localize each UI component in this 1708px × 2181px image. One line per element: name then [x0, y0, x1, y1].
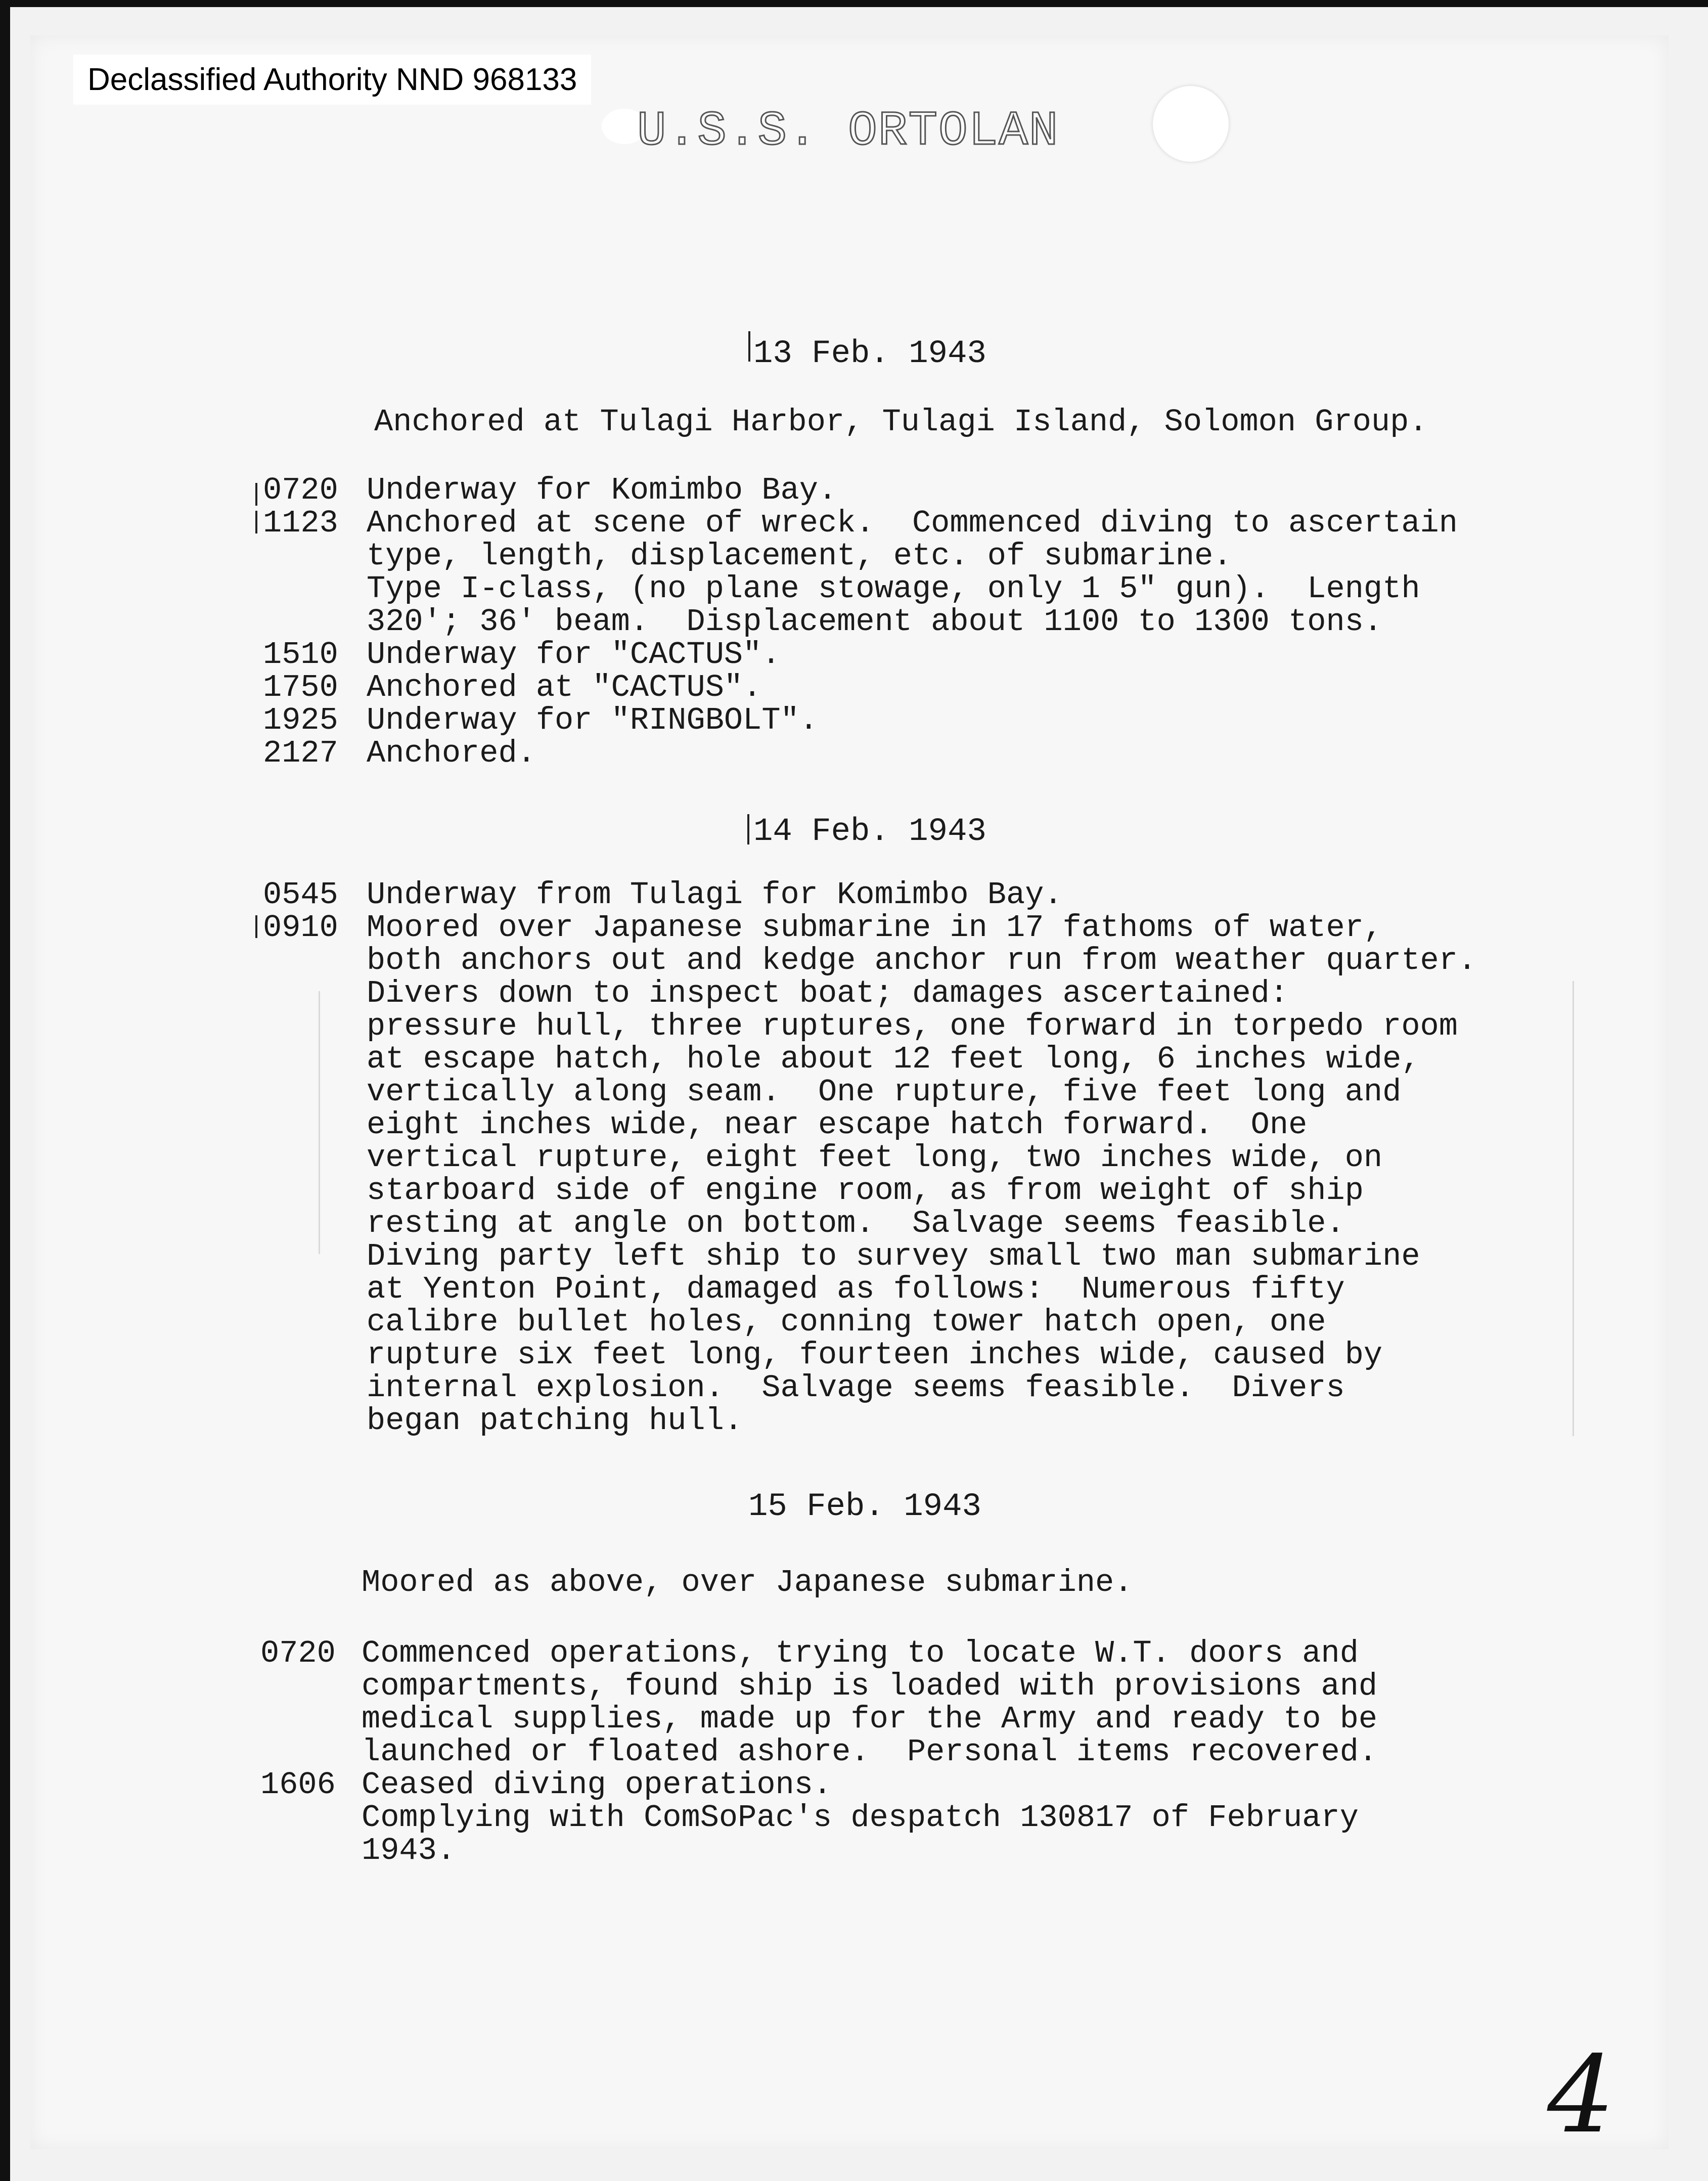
- entry-text: at Yenton Point, damaged as follows: Numerous fifty: [367, 1271, 1345, 1307]
- entry-text: Diving party left ship to survey small two man submarine: [367, 1238, 1420, 1274]
- faint-margin-mark: [319, 991, 320, 1254]
- entry-text: internal explosion. Salvage seems feasible. Divers: [367, 1370, 1345, 1406]
- entry-text: launched or floated ashore. Personal items recovered.: [362, 1734, 1378, 1770]
- entry-text: resting at angle on bottom. Salvage seems feasible.: [367, 1206, 1345, 1241]
- punch-hole-icon: [1153, 86, 1229, 162]
- entry-text: began patching hull.: [367, 1403, 743, 1439]
- entry-text: Underway from Tulagi for Komimbo Bay.: [367, 877, 1063, 913]
- entry-text: Complying with ComSoPac's despatch 130817 of February: [362, 1800, 1359, 1836]
- entry-text: eight inches wide, near escape hatch forward. One: [367, 1107, 1308, 1143]
- entry-text: both anchors out and kedge anchor run from weather quarter.: [367, 943, 1477, 978]
- entry-text: Anchored at scene of wreck. Commenced diving to ascertain: [367, 505, 1458, 541]
- entry-text: starboard side of engine room, as from weight of ship: [367, 1173, 1364, 1209]
- ship-stamp: U.S.S. ORTOLAN: [637, 104, 1059, 159]
- entry-time: 0545: [263, 877, 338, 913]
- day-heading: Anchored at Tulagi Harbor, Tulagi Island, Solomon Group.: [374, 404, 1428, 440]
- entry-text: vertical rupture, eight feet long, two inches wide, on: [367, 1140, 1383, 1176]
- entry-text: vertically along seam. One rupture, five feet long and: [367, 1074, 1402, 1110]
- date-bracket-icon: [747, 814, 749, 844]
- entry-time: 1925: [263, 702, 338, 738]
- faint-margin-mark: [1572, 981, 1574, 1436]
- entry-text: Commenced operations, trying to locate W.T. doors and: [362, 1635, 1359, 1671]
- day-heading: Moored as above, over Japanese submarine.: [362, 1565, 1133, 1600]
- scan-edge-top: [0, 0, 1708, 7]
- entry-time: 1750: [263, 670, 338, 705]
- entry-text: Ceased diving operations.: [362, 1767, 832, 1803]
- entry-text: type, length, displacement, etc. of submarine.: [367, 538, 1232, 574]
- entry-text: Underway for "RINGBOLT".: [367, 702, 818, 738]
- entry-bracket-icon: [255, 915, 257, 938]
- entry-time: 0720: [263, 472, 338, 508]
- entry-time: 0720: [260, 1635, 336, 1671]
- date-bracket-icon: [748, 331, 750, 362]
- declassification-banner: Declassified Authority NND 968133: [73, 55, 591, 105]
- entry-text: 320'; 36' beam. Displacement about 1100 to 1300 tons.: [367, 604, 1383, 640]
- entry-text: Anchored at "CACTUS".: [367, 670, 762, 705]
- entry-time: 2127: [263, 735, 338, 771]
- entry-text: Anchored.: [367, 735, 536, 771]
- entry-text: Underway for "CACTUS".: [367, 637, 781, 673]
- entry-time: 1510: [263, 637, 338, 673]
- entry-time: 1606: [260, 1767, 336, 1803]
- entry-text: Moored over Japanese submarine in 17 fathoms of water,: [367, 910, 1383, 946]
- entry-text: rupture six feet long, fourteen inches wide, caused by: [367, 1337, 1383, 1373]
- page-number: 4: [1547, 2033, 1615, 2157]
- entry-text: calibre bullet holes, conning tower hatch open, one: [367, 1304, 1326, 1340]
- entry-text: at escape hatch, hole about 12 feet long, 6 inches wide,: [367, 1041, 1420, 1077]
- day-date: 13 Feb. 1943: [753, 336, 986, 372]
- entry-time: 1123: [263, 505, 338, 541]
- entry-text: Divers down to inspect boat; damages ascertained:: [367, 975, 1289, 1011]
- entry-text: compartments, found ship is loaded with provisions and: [362, 1668, 1378, 1704]
- entry-bracket-icon: [255, 483, 257, 506]
- day-date: 14 Feb. 1943: [753, 814, 986, 850]
- day-date: 15 Feb. 1943: [748, 1489, 981, 1525]
- entry-time: 0910: [263, 910, 338, 946]
- entry-text: medical supplies, made up for the Army and ready to be: [362, 1701, 1378, 1737]
- entry-text: pressure hull, three ruptures, one forward in torpedo room: [367, 1008, 1458, 1044]
- scan-edge-left: [0, 0, 10, 2181]
- entry-bracket-icon: [255, 511, 257, 533]
- entry-text: 1943.: [362, 1833, 456, 1868]
- entry-text: Type I-class, (no plane stowage, only 1 5" gun). Length: [367, 571, 1420, 607]
- entry-text: Underway for Komimbo Bay.: [367, 472, 837, 508]
